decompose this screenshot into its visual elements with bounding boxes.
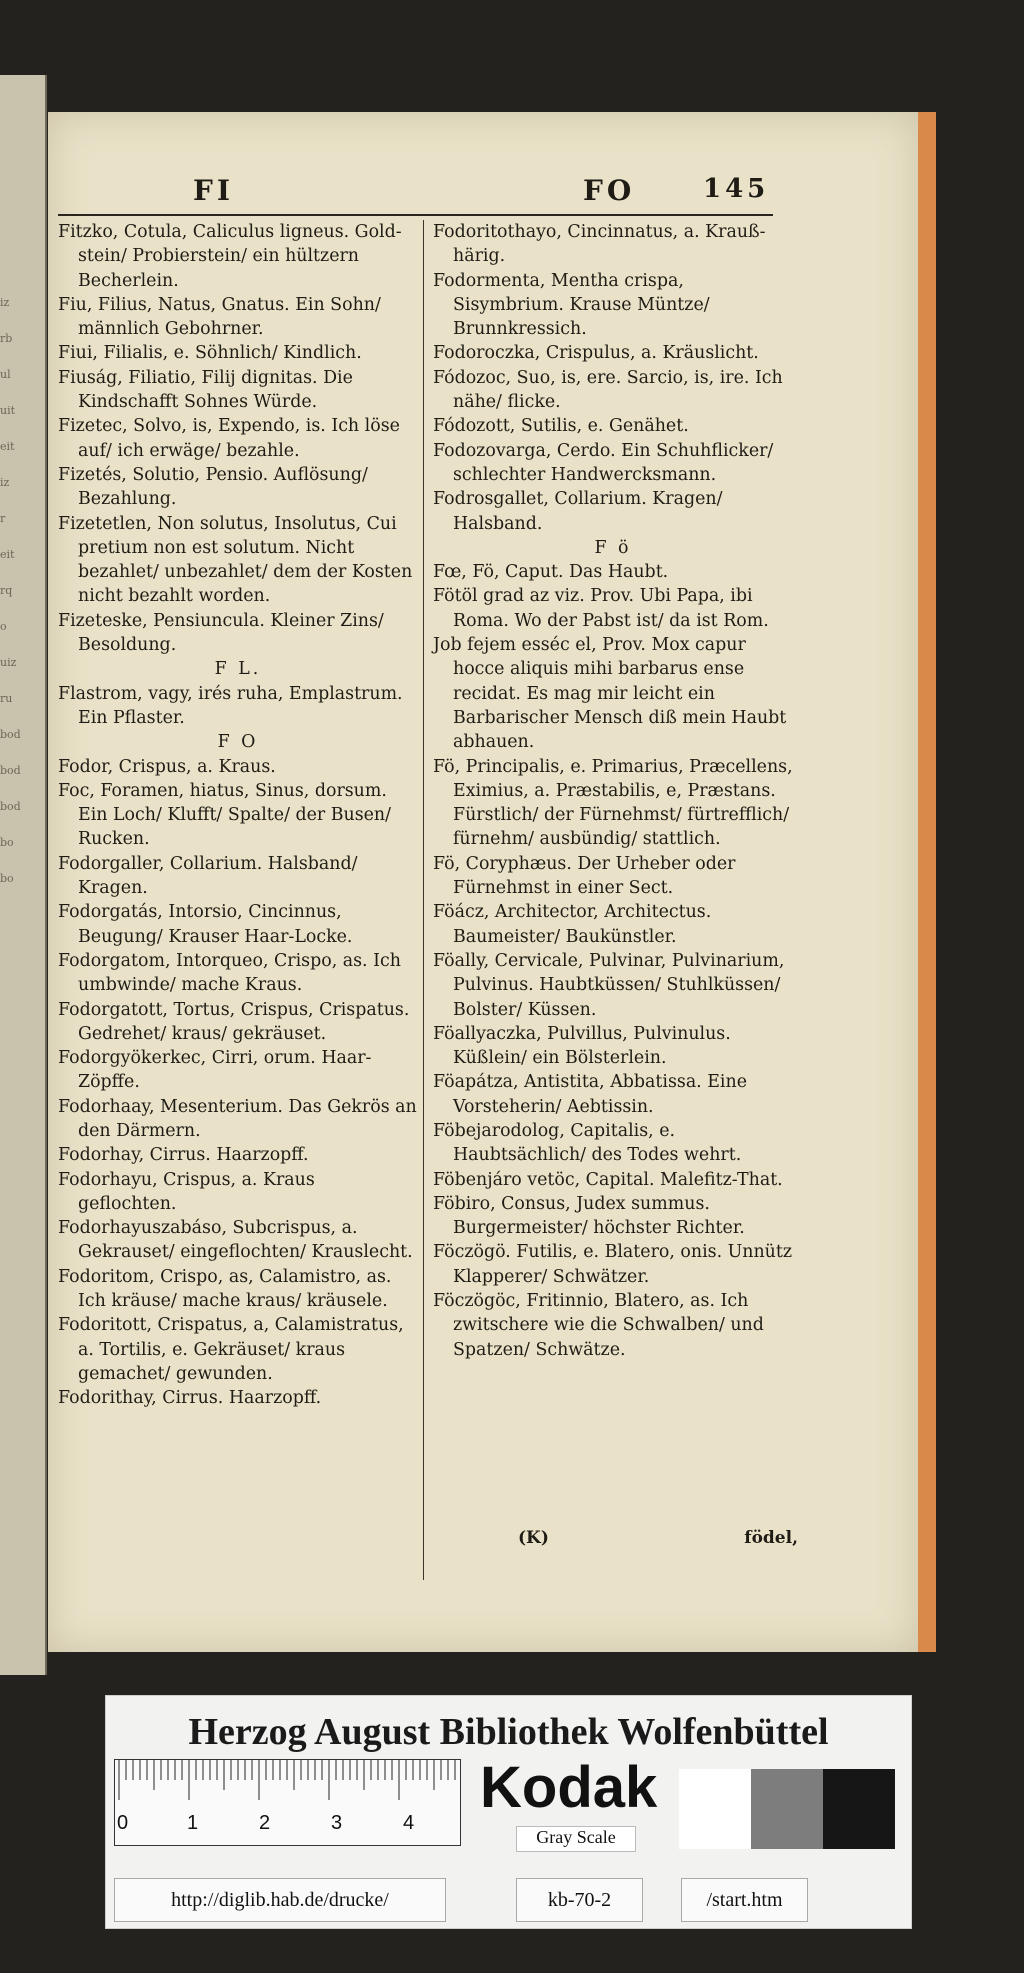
page-edge-right	[918, 112, 936, 1652]
dictionary-entry: Föbenjáro vetöc, Capital. Malefitz-That.	[433, 1169, 783, 1190]
dictionary-entry: Flastrom, vagy, irés ruha, Emplastrum. Ein Pflaster.	[58, 683, 403, 728]
url-label: http://diglib.hab.de/drucke/	[114, 1878, 446, 1922]
dictionary-entry: Fizetés, Solutio, Pensio. Auflösung/ Bezahlung.	[58, 464, 368, 510]
dictionary-entry: Fiu, Filius, Natus, Gnatus. Ein Sohn/ männlich Gebohrner.	[58, 294, 381, 340]
dictionary-entry: Fódozott, Sutilis, e. Genähet.	[433, 416, 689, 437]
page-footer	[438, 1528, 798, 1552]
ruler-label: 4	[403, 1812, 415, 1834]
dictionary-entry: Fodorhaay, Mesenterium. Das Gekrös an den Därmern.	[58, 1096, 417, 1141]
dictionary-entry: Föczögö. Futilis, e. Blatero, onis. Unnütz Klapperer/ Schwätzer.	[433, 1242, 793, 1287]
dictionary-entry: Fö, Coryphæus. Der Urheber oder Fürnehmst in einer Sect.	[433, 853, 736, 899]
edge-fragments	[0, 285, 45, 897]
edge-fragment: rb	[0, 332, 13, 345]
ruler-label: 2	[259, 1812, 271, 1834]
dictionary-entry: Job fejem esséc el, Prov. Mox capur hocce aliquis mihi barbarus ense recidat. Es mag mir leicht ein Barbarischer Mensch diß mein Haubt abhauen.	[433, 635, 787, 753]
catchword: födel,	[744, 1528, 798, 1548]
dictionary-entry: Fodoritothayo, Cincinnatus, a. Krauß-härig.	[433, 222, 766, 267]
right-column	[433, 220, 793, 1362]
edge-fragment: bod	[0, 728, 21, 741]
dictionary-entry: Fodorgatás, Intorsio, Cincinnus, Beugung/ Krauser Haar-Locke.	[58, 902, 353, 947]
dictionary-entry: Fodorgatott, Tortus, Crispus, Crispatus. Gedrehet/ kraus/ gekräuset.	[58, 999, 410, 1044]
dictionary-entry: Föbejarodolog, Capitalis, e. Haubtsächlich/ des Todes wehrt.	[433, 1120, 742, 1166]
dictionary-entry: Fiui, Filialis, e. Söhnlich/ Kindlich.	[58, 343, 362, 364]
dictionary-entry: Fodrosgallet, Collarium. Kragen/ Halsband.	[433, 489, 723, 534]
edge-fragment: o	[0, 620, 7, 633]
gray-patch-black	[823, 1769, 895, 1849]
ruler-label: 3	[331, 1812, 343, 1834]
dictionary-entry: Fodorgyökerkec, Cirri, orum. Haar-Zöpffe.	[58, 1048, 372, 1093]
edge-fragment: rq	[0, 584, 13, 597]
edge-fragment: bo	[0, 872, 14, 885]
ruler-label: 0	[117, 1812, 129, 1834]
left-column	[58, 220, 418, 1411]
ruler-ticks	[115, 1760, 460, 1800]
dictionary-entry: Fodozovarga, Cerdo. Ein Schuhflicker/ schlechter Handwercksmann.	[433, 440, 774, 485]
dictionary-entry: Fodormenta, Mentha crispa, Sisymbrium. Krause Müntze/ Brunnkressich.	[433, 270, 710, 340]
dictionary-entry: Fodorgaller, Collarium. Halsband/ Kragen.	[58, 853, 358, 899]
signature-mark: (K)	[518, 1528, 549, 1548]
dictionary-entry: Föácz, Architector, Architectus. Baumeister/ Baukünstler.	[433, 902, 712, 947]
gray-patch-white	[679, 1769, 751, 1849]
dictionary-entry: Fiuság, Filiatio, Filij dignitas. Die Kindschafft Sohnes Würde.	[58, 367, 353, 413]
dictionary-entry: Fö, Principalis, e. Primarius, Præcellens, Eximius, a. Præstabilis, e, Præstans. Fürstlich/ der Fürnehmst/ fürtrefflich/ fürnehm/ ausbündig/ stattlich.	[433, 756, 793, 850]
dictionary-entry: Fódozoc, Suo, is, ere. Sarcio, is, ire. Ich nähe/ flicke.	[433, 367, 783, 413]
dictionary-entry: Foc, Foramen, hiatus, Sinus, dorsum. Ein Loch/ Klufft/ Spalte/ der Busen/ Rucken.	[58, 780, 391, 850]
dictionary-entry: Fodor, Crispus, a. Kraus.	[58, 756, 276, 777]
dictionary-entry: Fitzko, Cotula, Caliculus ligneus. Gold-stein/ Probierstein/ ein hültzern Becherlein.	[58, 222, 402, 291]
dictionary-entry: Föally, Cervicale, Pulvinar, Pulvinarium, Pulvinus. Haubtküssen/ Stuhlküssen/ Bolster/ Küssen.	[433, 950, 785, 1020]
kodak-logo: Kodak	[480, 1755, 658, 1820]
ruler-label: 1	[187, 1812, 199, 1834]
ruler-labels	[115, 1812, 460, 1836]
dictionary-entry: Fizetec, Solvo, is, Expendo, is. Ich löse auf/ ich erwäge/ bezahle.	[58, 416, 400, 461]
column-divider	[423, 220, 424, 1580]
edge-fragment: bod	[0, 800, 21, 813]
dictionary-entry: Föapátza, Antistita, Abbatissa. Eine Vorsteherin/ Aebtissin.	[433, 1072, 747, 1117]
dictionary-entry: Fodoritom, Crispo, as, Calamistro, as. Ich kräuse/ mache kraus/ kräusele.	[58, 1266, 392, 1312]
edge-fragment: iz	[0, 296, 10, 309]
edge-fragment: iz	[0, 476, 10, 489]
section-heading: F ö	[594, 537, 632, 558]
library-target-card	[105, 1695, 912, 1929]
start-label: /start.htm	[681, 1878, 808, 1922]
head-rule	[58, 214, 773, 216]
left-page-edge	[0, 75, 47, 1675]
section-heading: F L.	[214, 659, 262, 680]
head-left: FI	[193, 174, 234, 207]
shelfmark-label: kb-70-2	[516, 1878, 643, 1922]
dictionary-entry: Föallyaczka, Pulvillus, Pulvinulus. Küßlein/ ein Bölsterlein.	[433, 1023, 731, 1069]
edge-fragment: uit	[0, 404, 16, 417]
dictionary-entry: Fizetetlen, Non solutus, Insolutus, Cui pretium non est solutum. Nicht bezahlet/ unbezahlet/ dem der Kosten nicht bezahlt worden.	[58, 513, 413, 607]
dictionary-entry: Föczögöc, Fritinnio, Blatero, as. Ich zwitschere wie die Schwalben/ und Spatzen/ Schwätze.	[433, 1291, 764, 1360]
dictionary-entry: Fodoroczka, Crispulus, a. Kräuslicht.	[433, 343, 759, 364]
dictionary-entry: Fodorithay, Cirrus. Haarzopff.	[58, 1388, 322, 1409]
scale-ruler	[114, 1759, 461, 1846]
edge-fragment: eit	[0, 440, 15, 453]
book-page	[48, 112, 918, 1652]
dictionary-entry: Fodorgatom, Intorqueo, Crispo, as. Ich umbwinde/ mache Kraus.	[58, 950, 401, 996]
dictionary-entry: Fodorhayu, Crispus, a. Kraus geflochten.	[58, 1169, 315, 1214]
library-title: Herzog August Bibliothek Wolfenbüttel	[188, 1711, 829, 1753]
head-center: FO	[583, 174, 636, 207]
gray-scale-label: Gray Scale	[516, 1826, 636, 1852]
dictionary-entry: Fodorhay, Cirrus. Haarzopff.	[58, 1145, 309, 1166]
dictionary-entry: Fodoritott, Crispatus, a, Calamistratus, a. Tortilis, e. Gekräuset/ kraus gemachet/ gewunden.	[58, 1315, 404, 1384]
section-heading: F O	[217, 732, 259, 753]
edge-fragment: eit	[0, 548, 15, 561]
edge-fragment: ul	[0, 368, 11, 381]
dictionary-entry: Föbiro, Consus, Judex summus. Burgermeister/ höchster Richter.	[433, 1193, 745, 1239]
dictionary-entry: Fötöl grad az viz. Prov. Ubi Papa, ibi Roma. Wo der Pabst ist/ da ist Rom.	[433, 586, 769, 631]
gray-patch-mid	[751, 1769, 823, 1849]
running-head	[193, 174, 793, 210]
dictionary-entry: Fizeteske, Pensiuncula. Kleiner Zins/ Besoldung.	[58, 610, 384, 656]
edge-fragment: bo	[0, 836, 14, 849]
edge-fragment: uiz	[0, 656, 17, 669]
dictionary-entry: Fœ, Fö, Caput. Das Haubt.	[433, 562, 669, 583]
edge-fragment: r	[0, 512, 6, 525]
edge-fragment: ru	[0, 692, 13, 705]
dictionary-entry: Fodorhayuszabáso, Subcrispus, a. Gekrauset/ eingeflochten/ Krauslecht.	[58, 1218, 413, 1263]
edge-fragment: bod	[0, 764, 21, 777]
page-number: 145	[703, 174, 770, 204]
